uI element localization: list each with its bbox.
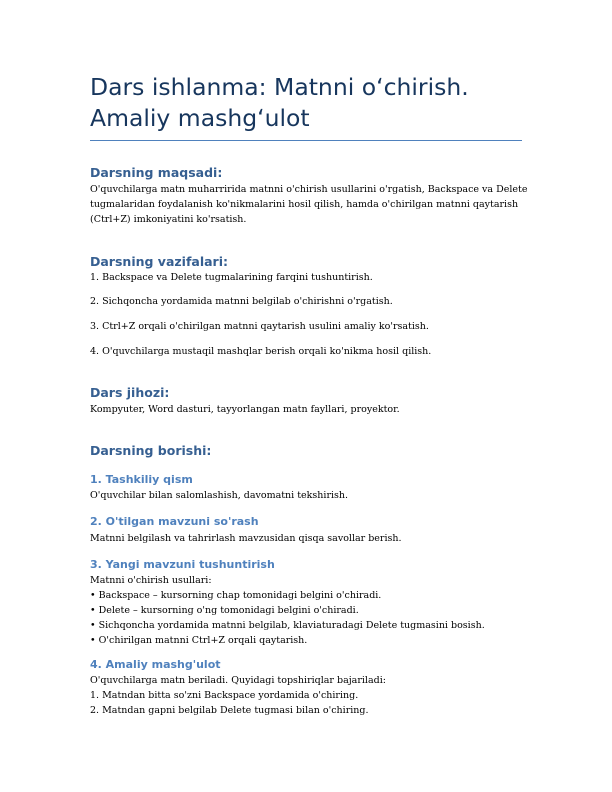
paragraph-tashkiliy: O'quvchilar bilan salomlashish, davomatni tekshirish. (90, 490, 349, 501)
document-title: Dars ishlanma: Matnni oʻchirish. Amaliy mashgʻulot (90, 73, 469, 132)
subheading-otilgan: 2. O'tilgan mavzuni so'rash (90, 515, 259, 528)
yangi-mavzu-bullet: • O'chirilgan matnni Ctrl+Z orqali qaytarish. (90, 635, 308, 646)
paragraph-jihozi: Kompyuter, Word dasturi, tayyorlangan matn fayllari, proyektor. (90, 404, 400, 415)
maqsad-line: tugmalaridan foydalanish ko'nikmalarini hosil qilish, hamda o'chirilgan matnni qaytarish (90, 199, 519, 210)
yangi-mavzu-bullet: • Sichqoncha yordamida matnni belgilab, klaviaturadagi Delete tugmasini bosish. (90, 620, 485, 631)
subheading-amaliy: 4. Amaliy mashg'ulot (90, 658, 221, 671)
heading-vazifalar: Darsning vazifalari: (90, 254, 228, 269)
vazifa-item: 4. O'quvchilarga mustaqil mashqlar berish orqali ko'nikma hosil qilish. (90, 346, 432, 357)
vazifa-item: 1. Backspace va Delete tugmalarining farqini tushuntirish. (90, 272, 373, 283)
maqsad-line: O'quvchilarga matn muharririda matnni o'chirish usullarini o'rgatish, Backspace va Delete (90, 184, 528, 195)
subheading-tashkiliy: 1. Tashkiliy qism (90, 473, 193, 486)
heading-borishi: Darsning borishi: (90, 443, 212, 458)
yangi-mavzu-bullet: • Delete – kursorning o'ng tomonidagi belgini o'chiradi. (90, 605, 359, 616)
yangi-mavzu-line: Matnni o'chirish usullari: (90, 575, 212, 586)
heading-maqsad: Darsning maqsadi: (90, 165, 223, 180)
vazifa-item: 3. Ctrl+Z orqali o'chirilgan matnni qaytarish usulini amaliy ko'rsatish. (90, 321, 429, 332)
subheading-yangi-mavzu: 3. Yangi mavzuni tushuntirish (90, 558, 275, 571)
amaliy-line: 1. Matndan bitta so'zni Backspace yordamida o'chiring. (90, 690, 359, 701)
paragraph-otilgan: Matnni belgilash va tahrirlash mavzusidan qisqa savollar berish. (90, 533, 402, 544)
yangi-mavzu-bullet: • Backspace – kursorning chap tomonidagi belgini o'chiradi. (90, 590, 382, 601)
amaliy-line: O'quvchilarga matn beriladi. Quyidagi topshiriqlar bajariladi: (90, 675, 386, 686)
vazifa-item: 2. Sichqoncha yordamida matnni belgilab o'chirishni o'rgatish. (90, 296, 393, 307)
amaliy-line: 2. Matndan gapni belgilab Delete tugmasi bilan o'chiring. (90, 705, 369, 716)
maqsad-line: (Ctrl+Z) imkoniyatini ko'rsatish. (90, 214, 247, 225)
paragraph-yangi-mavzu (90, 573, 522, 648)
paragraph-maqsad (90, 182, 528, 227)
heading-jihozi: Dars jihozi: (90, 385, 170, 400)
paragraph-amaliy (90, 673, 522, 718)
title-divider (90, 140, 522, 141)
